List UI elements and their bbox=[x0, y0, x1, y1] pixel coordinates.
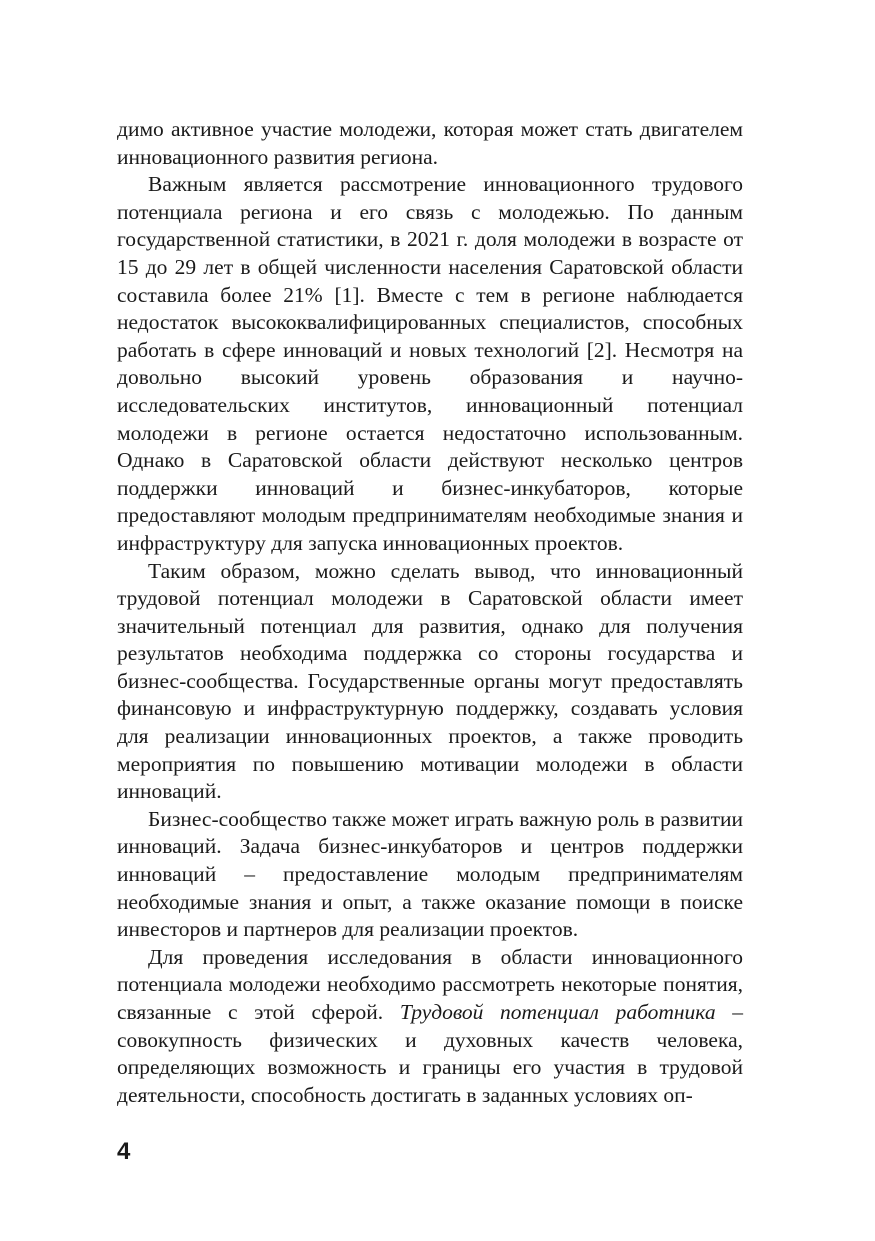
page-body bbox=[117, 116, 743, 1109]
paragraph-2: Важным является рассмотрение инновационного трудового потенциала региона и его связь с молодежью. По данным государственной статистики, в 2021 г. доля молодежи в возрасте от 15 до 29 лет в общей численности населения Саратовской области составила более 21% [1]. Вместе с тем в регионе наблюдается недостаток высококвалифицированных специалистов, способных работать в сфере инноваций и новых технологий [2]. Несмотря на довольно высокий уровень образования и научно-исследовательских институтов, инновационный потенциал молодежи в регионе остается недостаточно использованным. Однако в Саратовской области действуют несколько центров поддержки инноваций и бизнес-инкубаторов, которые предоставляют молодым предпринимателям необходимые знания и инфраструктуру для запуска инновационных проектов. bbox=[117, 172, 743, 555]
paragraph-4: Бизнес-сообщество также может играть важную роль в развитии инноваций. Задача бизнес-инкубаторов и центров поддержки инноваций – предоставление молодым предпринимателям необходимые знания и опыт, а также оказание помощи в поиске инвесторов и партнеров для реализации проектов. bbox=[117, 806, 743, 942]
paragraph-5-text-after: – совокупность физических и духовных качеств человека, определяющих возможность и границы его участия в трудовой деятельности, способность достигать в заданных условиях оп- bbox=[117, 1000, 743, 1107]
paragraph-5 bbox=[117, 944, 743, 1110]
paragraph-1: димо активное участие молодежи, которая может стать двигателем инновационного развития региона. bbox=[117, 117, 743, 169]
paragraph-3: Таким образом, можно сделать вывод, что инновационный трудовой потенциал молодежи в Саратовской области имеет значительный потенциал для развития, однако для получения результатов необходима поддержка со стороны государства и бизнес-сообщества. Государственные органы могут предоставлять финансовую и инфраструктурную поддержку, создавать условия для реализации инновационных проектов, а также проводить мероприятия по повышению мотивации молодежи в области инноваций. bbox=[117, 558, 743, 804]
definition-term: Трудовой потенциал работника bbox=[399, 1000, 716, 1024]
page-number: 4 bbox=[117, 1138, 131, 1165]
paragraph-5-text-before: Для проведения исследования в области инновационного потенциала молодежи необходимо рассмотреть некоторые понятия, связанные с этой сферой. bbox=[117, 944, 743, 1024]
